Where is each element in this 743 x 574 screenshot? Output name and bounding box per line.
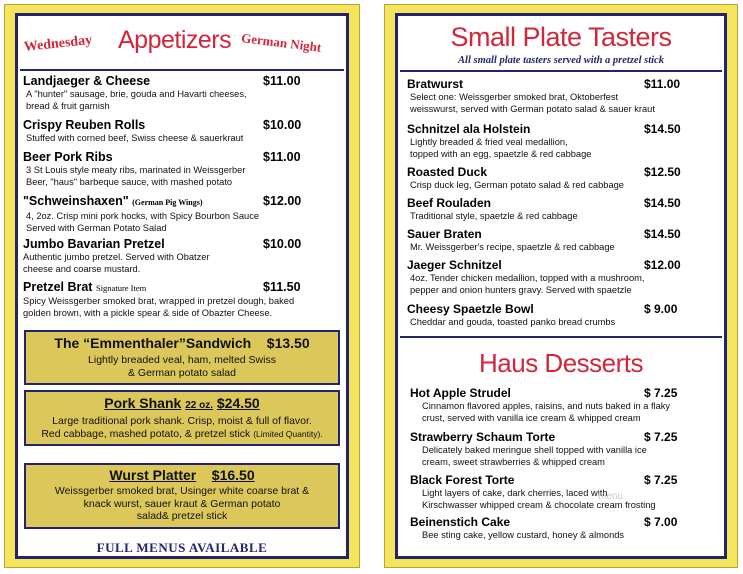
special-title-row xyxy=(26,467,338,483)
item-price: $ 9.00 xyxy=(644,302,678,316)
appetizers-panel xyxy=(4,4,360,568)
dessert-description: Bee sting cake, yellow custard, honey & almonds xyxy=(422,530,625,540)
special-limited: (Limited Quantity). xyxy=(253,428,323,439)
item-price: $11.50 xyxy=(263,280,301,294)
item-name: Bratwurst xyxy=(407,77,464,91)
special-title: The “Emmenthaler”Sandwich xyxy=(54,335,252,351)
special-description: Large traditional pork shank. Crisp, moist & full of flavor. Red cabbage, mashed potato, & pretzel stick xyxy=(41,415,312,440)
special-title: Pork Shank xyxy=(104,395,182,411)
item-name: Jumbo Bavarian Pretzel xyxy=(23,237,165,251)
full-menus-footer: FULL MENUS AVAILABLE xyxy=(96,540,268,555)
menu-item xyxy=(407,165,716,192)
item-description: Cheddar and gouda, toasted panko bread crumbs xyxy=(410,317,616,327)
dessert-item xyxy=(410,473,716,511)
menu-item xyxy=(23,150,340,188)
special-box xyxy=(24,390,340,446)
menu-item xyxy=(407,77,716,115)
dessert-name: Hot Apple Strudel xyxy=(410,386,511,400)
item-name: Sauer Braten xyxy=(407,227,482,241)
item-description: 3 St Louis style meaty ribs, marinated in Weissgerber Beer, "haus" barbeque sauce, with mashed potato xyxy=(26,165,246,187)
item-description: Traditional style, spaetzle & red cabbage xyxy=(410,211,578,221)
tasters-frame xyxy=(395,13,727,559)
dessert-description: Cinnamon flavored apples, raisins, and nuts baked in a flaky crust, served with vanilla ice cream & whipped cream xyxy=(422,401,671,423)
item-price: $11.00 xyxy=(263,150,301,164)
item-price: $11.00 xyxy=(644,77,681,91)
dessert-item xyxy=(410,430,716,468)
item-description: Mr. Weissgerber's recipe, spaetzle & red cabbage xyxy=(410,242,615,252)
desserts-title: Haus Desserts xyxy=(479,348,643,378)
item-description: 4, 2oz. Crisp mini pork hocks, with Spicy Bourbon Sauce Served with German Potato Salad xyxy=(26,211,260,233)
dessert-description: Light layers of cake, dark cherries, laced with Kirschwasser whipped cream & chocolate cream frosting xyxy=(422,488,656,510)
special-description-row xyxy=(26,415,338,440)
special-title-row xyxy=(26,395,338,414)
menu-item xyxy=(23,194,340,234)
item-price: $10.00 xyxy=(263,237,302,251)
item-name: Beer Pork Ribs xyxy=(23,150,113,164)
menu-item xyxy=(407,122,716,160)
dessert-description: Delicately baked meringue shell topped with vanilla ice cream, sweet strawberries & whipped cream xyxy=(422,445,647,467)
special-price: $24.50 xyxy=(216,395,260,411)
item-price: $12.00 xyxy=(263,194,302,208)
item-description: 4oz. Tender chicken medallion, topped with a mushroom, pepper and onion hunters gravy. Served with spaetzle xyxy=(410,273,645,295)
item-description: Select one: Weissgerber smoked brat, Oktoberfest weisswurst, served with German potato salad & sauer kraut xyxy=(410,92,655,114)
item-price: $14.50 xyxy=(644,196,681,210)
menu-item xyxy=(407,258,716,296)
appetizers-frame xyxy=(15,13,349,559)
german-night-label: German Night xyxy=(240,30,323,55)
dessert-price: $ 7.00 xyxy=(644,515,678,529)
item-price: $14.50 xyxy=(644,227,681,241)
special-price: $16.50 xyxy=(211,467,255,483)
item-description: A "hunter" sausage, brie, gouda and Havarti cheeses, bread & fruit garnish xyxy=(26,89,247,111)
dessert-name: Black Forest Torte xyxy=(410,473,515,487)
item-description: Lightly breaded & fried veal medallion, topped with an egg, spaetzle & red cabbage xyxy=(410,137,592,159)
menu-item xyxy=(407,196,716,223)
dessert-name: Beinenstich Cake xyxy=(410,515,511,529)
dessert-item xyxy=(410,515,716,542)
desserts-divider xyxy=(400,336,722,338)
item-description: Crisp duck leg, German potato salad & red cabbage xyxy=(410,180,624,190)
tasters-panel xyxy=(384,4,738,568)
item-description: Spicy Weissgerber smoked brat, wrapped in pretzel dough, baked golden brown, with a pickle spear & side of Obazter Cheese. xyxy=(23,296,295,318)
small-plate-title: Small Plate Tasters xyxy=(450,22,672,52)
item-price: $11.00 xyxy=(263,74,301,88)
menu-item xyxy=(23,118,340,145)
dessert-price: $ 7.25 xyxy=(644,473,678,487)
item-name: Cheesy Spaetzle Bowl xyxy=(407,302,534,316)
small-plate-subtitle: All small plate tasters served with a pretzel stick xyxy=(458,55,664,66)
special-note: 22 oz. xyxy=(185,400,213,411)
item-price: $10.00 xyxy=(263,118,302,132)
menu-item xyxy=(23,237,340,275)
special-description: Lightly breaded veal, ham, melted Swiss & German potato salad xyxy=(88,354,276,379)
wednesday-label: Wednesday xyxy=(23,32,93,55)
item-price: $12.00 xyxy=(644,258,681,272)
special-price: $13.50 xyxy=(266,335,310,351)
dessert-price: $ 7.25 xyxy=(644,386,678,400)
item-name: Crispy Reuben Rolls xyxy=(23,118,146,132)
special-box xyxy=(24,330,340,385)
item-name: "Schweinshaxen" xyxy=(23,194,129,208)
dessert-price: $ 7.25 xyxy=(644,430,678,444)
menu-item xyxy=(407,227,716,254)
item-name: Landjaeger & Cheese xyxy=(23,74,151,88)
watermark: menu xyxy=(598,491,624,502)
item-name: Jaeger Schnitzel xyxy=(407,258,502,272)
special-title-row xyxy=(26,335,338,351)
item-description: Stuffed with corned beef, Swiss cheese & sauerkraut xyxy=(26,133,244,143)
dessert-item xyxy=(410,386,716,424)
item-description: Authentic jumbo pretzel. Served with Obatzer cheese and coarse mustard. xyxy=(23,252,210,274)
menu-item xyxy=(407,302,716,329)
menu-item xyxy=(23,280,340,319)
item-name: Roasted Duck xyxy=(407,165,488,179)
header-divider xyxy=(400,70,722,72)
dessert-name: Strawberry Schaum Torte xyxy=(410,430,556,444)
item-name: Pretzel Brat xyxy=(23,280,93,294)
item-name: Beef Rouladen xyxy=(407,196,492,210)
appetizers-title: Appetizers xyxy=(118,26,232,54)
special-box xyxy=(24,463,340,529)
special-description: Weissgerber smoked brat, Usinger white coarse brat & knack wurst, sauer kraut & German potato salad& pretzel stick xyxy=(54,485,310,522)
special-title: Wurst Platter xyxy=(109,467,197,483)
item-name: Schnitzel ala Holstein xyxy=(407,122,531,136)
item-price: $12.50 xyxy=(644,165,681,179)
item-price: $14.50 xyxy=(644,122,681,136)
item-note: (German Pig Wings) xyxy=(132,198,203,207)
menu-item xyxy=(23,74,340,112)
header-divider xyxy=(20,69,344,71)
item-note: Signature Item xyxy=(95,283,147,293)
